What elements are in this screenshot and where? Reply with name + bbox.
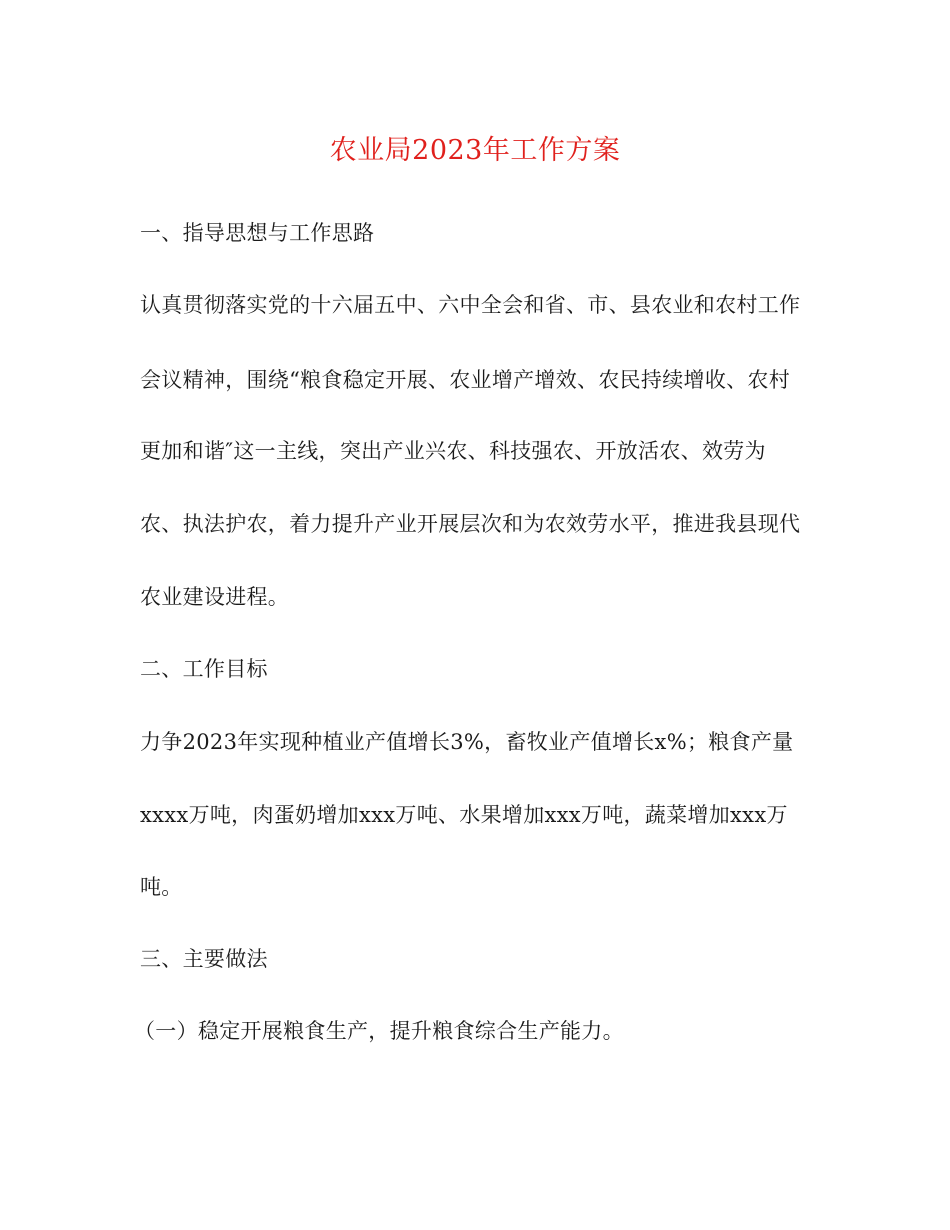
document-title: 农业局2023年工作方案 (329, 135, 621, 166)
paragraph-line: 会议精神，围绕“粮食稳定开展、农业增产增效、农民持续增收、农村 (140, 368, 791, 392)
section-heading-guiding-ideology: 一、指导思想与工作思路 (140, 221, 375, 245)
paragraph-line: 农业建设进程。 (140, 585, 290, 609)
subsection-heading: （一）稳定开展粮食生产，提升粮食综合生产能力。 (134, 1019, 624, 1043)
section-heading-work-goals: 二、工作目标 (140, 657, 268, 681)
paragraph-line: 农、执法护农，着力提升产业开展层次和为农效劳水平，推进我县现代 (140, 512, 801, 536)
paragraph-line: 认真贯彻落实党的十六届五中、六中全会和省、市、县农业和农村工作 (140, 293, 801, 317)
section-heading-main-practices: 三、主要做法 (140, 947, 268, 971)
paragraph-line: 力争2023年实现种植业产值增长3%，畜牧业产值增长x%；粮食产量 (140, 730, 794, 754)
paragraph-line: xxxx万吨，肉蛋奶增加xxx万吨、水果增加xxx万吨，蔬菜增加xxx万 (140, 803, 788, 827)
paragraph-line: 吨。 (140, 875, 183, 899)
paragraph-line: 更加和谐″这一主线，突出产业兴农、科技强农、开放活农、效劳为 (140, 439, 766, 463)
